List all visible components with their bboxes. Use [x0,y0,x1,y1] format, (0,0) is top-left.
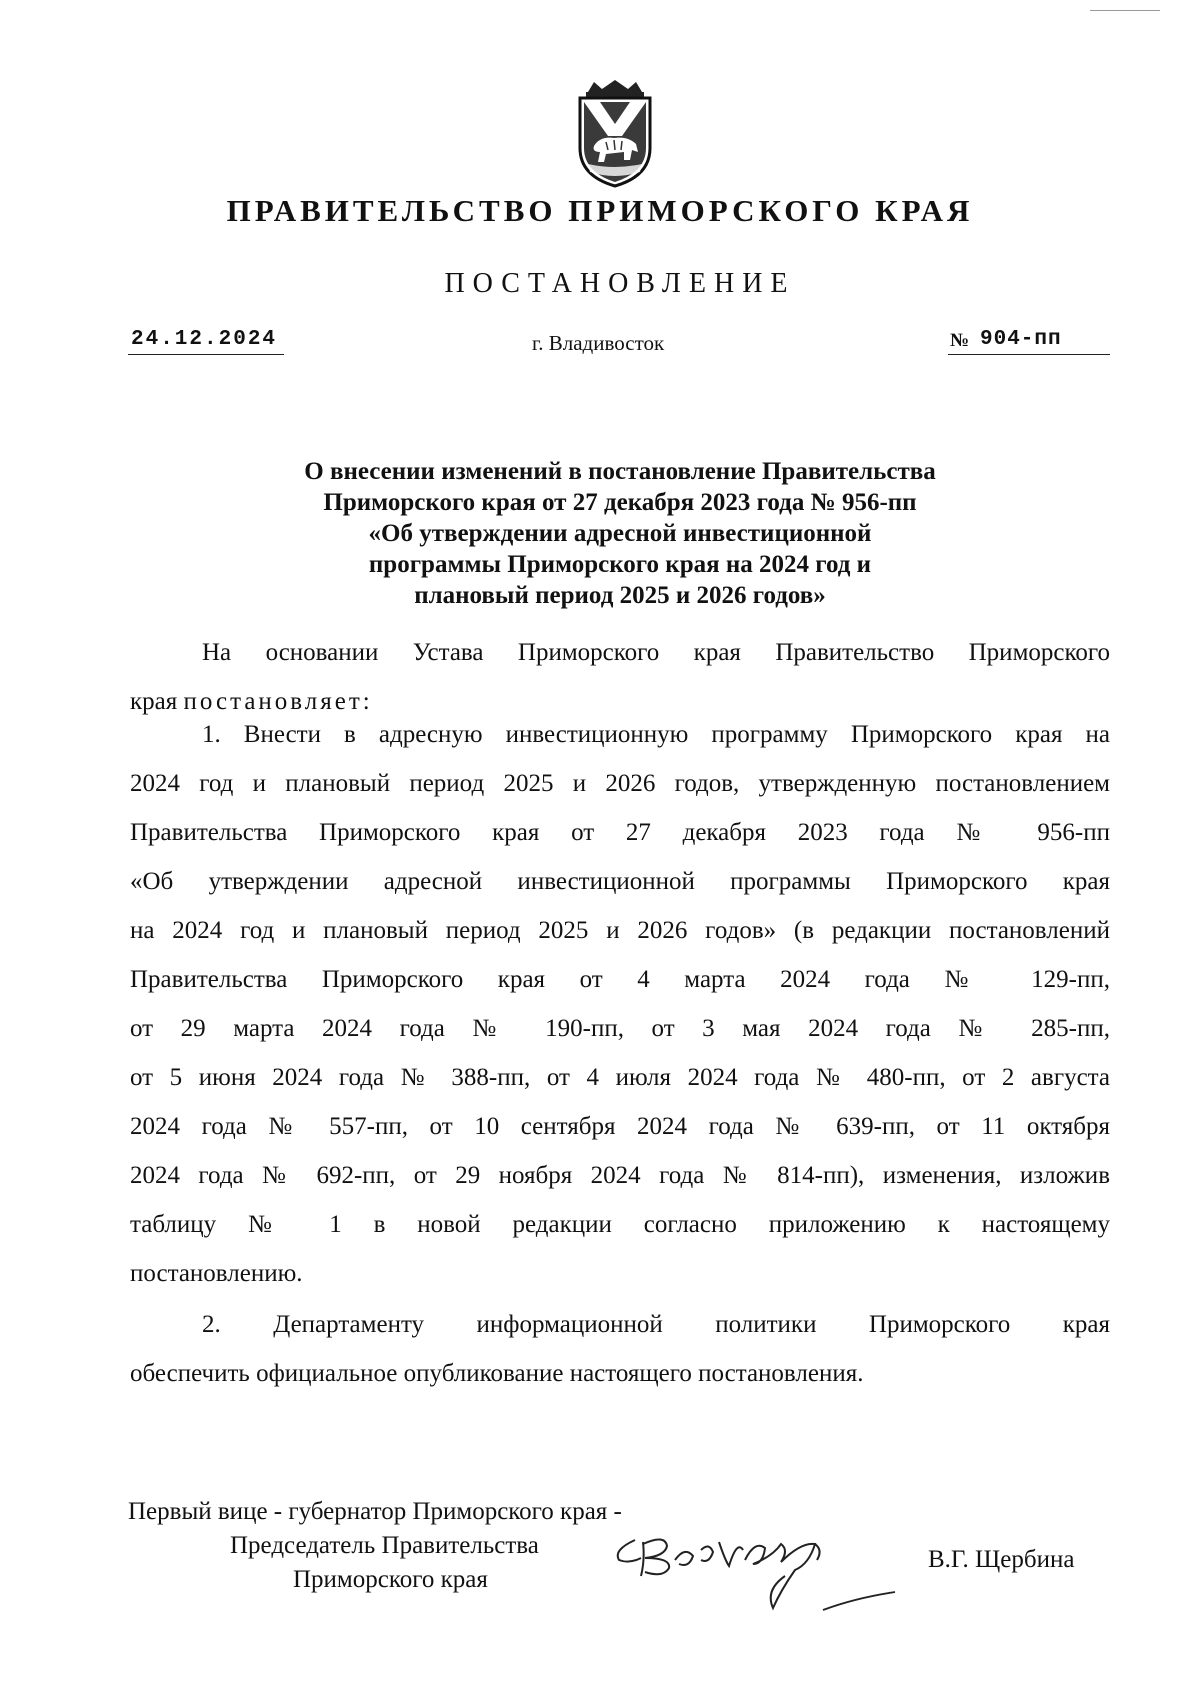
signatory-name: В.Г. Щербина [928,1546,1075,1573]
item2-line: обеспечить официальное опубликование настоящего постановления. [130,1360,864,1387]
item1-line: таблицу № 1 в новой редакции согласно приложению к настоящему [130,1211,1110,1238]
preamble-line: На основании Устава Приморского края Правительство Приморского [202,639,1110,666]
document-number: 904-пп [980,328,1062,351]
document-date: 24.12.2024 [131,328,278,351]
signatory-position [128,1495,622,1597]
item2-line: 2. Департаменту информационной политики Приморского края [202,1311,1110,1338]
position-line: Председатель Правительства [230,1532,539,1559]
decree-keyword: постановляет: [183,688,373,715]
subject-line: О внесении изменений в постановление Правительства [304,458,936,485]
item1-line: 2024 года № 557-пп, от 10 сентября 2024 года № 639-пп, от 11 октября [130,1113,1110,1140]
document-type: ПОСТАНОВЛЕНИЕ [444,268,796,299]
item1-line: на 2024 год и плановый период 2025 и 2026 годов» (в редакции постановлений [130,917,1110,944]
item-2-paragraph [130,1300,1110,1398]
number-underline [948,354,1110,355]
item1-line: «Об утверждении адресной инвестиционной программы Приморского края [130,868,1110,895]
item1-line: Правительства Приморского края от 4 марта 2024 года № 129-пп, [130,966,1110,993]
position-line: Первый вице - губернатор Приморского края - [128,1498,622,1525]
item1-line: 1. Внести в адресную инвестиционную программу Приморского края на [202,721,1110,748]
item1-line: 2024 год и плановый период 2025 и 2026 годов, утвержденную постановлением [130,770,1110,797]
subject-line: «Об утверждении адресной инвестиционной [368,520,872,547]
coat-of-arms-icon [570,78,660,190]
item-1-paragraph [130,710,1110,1298]
handwritten-signature [605,1520,905,1615]
item1-line: постановлению. [130,1260,303,1287]
preamble-text: края [130,688,184,715]
subject-line: плановый период 2025 и 2026 годов» [414,582,826,609]
document-subject [200,456,1040,611]
subject-line: программы Приморского края на 2024 год и [368,551,872,578]
number-sign: № [950,330,970,351]
government-title: ПРАВИТЕЛЬСТВО ПРИМОРСКОГО КРАЯ [226,193,974,228]
corner-mark [1090,10,1160,11]
position-line: Приморского края [293,1566,488,1593]
subject-line: Приморского края от 27 декабря 2023 года № 956-пп [323,489,917,516]
document-city: г. Владивосток [532,331,665,355]
item1-line: от 5 июня 2024 года № 388-пп, от 4 июля 2024 года № 480-пп, от 2 августа [130,1064,1110,1091]
date-underline [128,354,284,355]
item1-line: 2024 года № 692-пп, от 29 ноября 2024 года № 814-пп), изменения, изложив [130,1162,1110,1189]
item1-line: от 29 марта 2024 года № 190-пп, от 3 мая 2024 года № 285-пп, [130,1015,1110,1042]
item1-line: Правительства Приморского края от 27 декабря 2023 года № 956-пп [130,819,1110,846]
